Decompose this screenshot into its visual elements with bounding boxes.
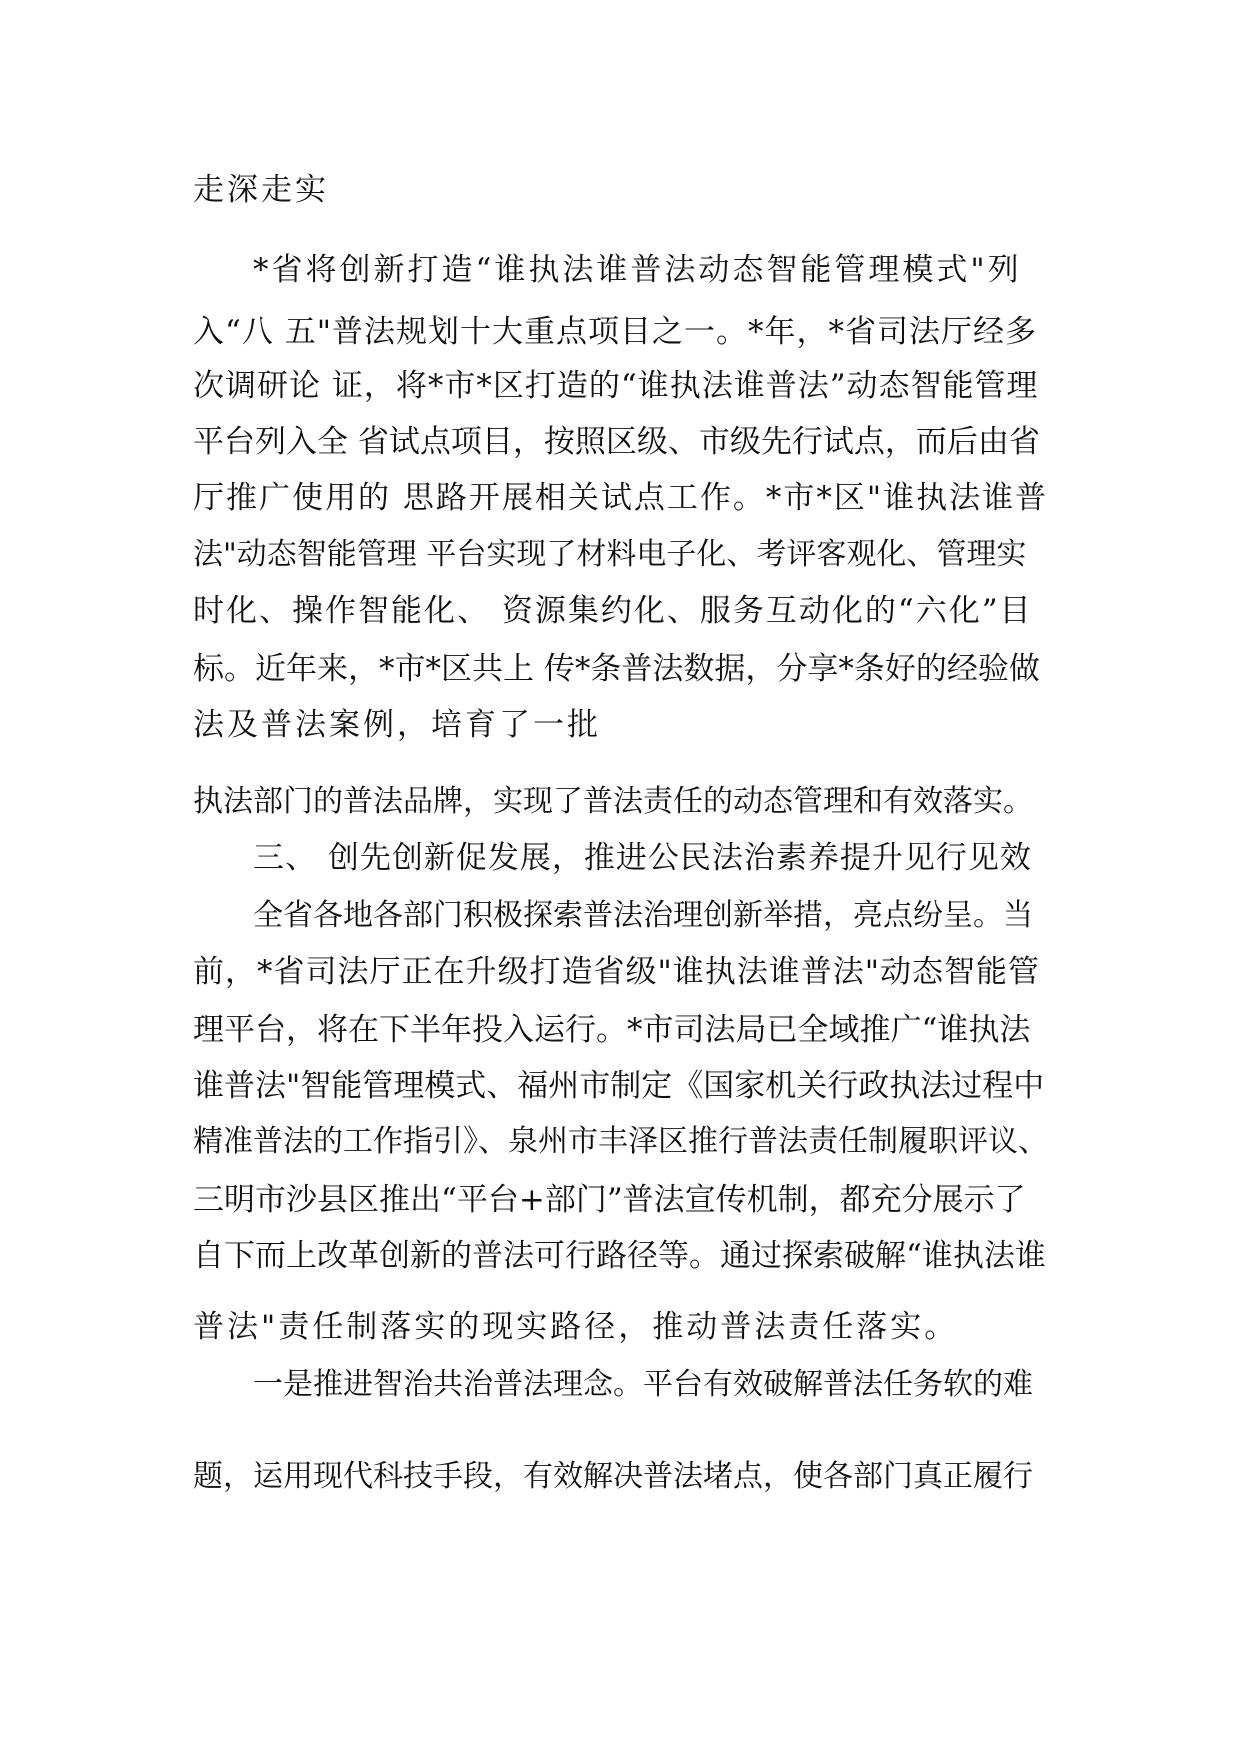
text-line-11: 执法部门的普法品牌，实现了普法责任的动态管理和有效落实。 — [193, 784, 1033, 819]
section-heading: 三、 创先创新促发展，推进公民法治素养提升见行见效 — [253, 840, 1032, 876]
text-line-21: 一是推进智治共治普法理念。平台有效破解普法任务软的难 — [253, 1367, 1033, 1402]
text-line-8: 时化、操作智能化、 资源集约化、服务互动化的“六化”目 — [193, 593, 1033, 629]
text-line-9: 标。近年来，*市*区共上 传*条普法数据，分享*条好的经验做 — [193, 651, 1040, 687]
text-line-18: 三明市沙县区推出“平台+部门”普法宣传机制，都充分展示了 — [193, 1182, 1026, 1218]
text-line-22: 题，运用现代科技手段，有效解决普法堵点，使各部门真正履行 — [193, 1459, 1033, 1494]
text-line-2: *省将创新打造“谁执法谁普法动态智能管理模式"列 — [253, 252, 1022, 288]
text-line-5: 平台列入全 省试点项目，按照区级、市级先行试点，而后由省 — [193, 424, 1040, 460]
text-line-20: 普法"责任制落实的现实路径，推动普法责任落实。 — [193, 1309, 959, 1345]
text-line-10: 法及普法案例，培育了一批 — [193, 707, 601, 743]
text-line-4: 次调研论 证，将*市*区打造的“谁执法谁普法”动态智能管理 — [193, 368, 1039, 404]
text-line-16: 谁普法"智能管理模式、福州市制定《国家机关行政执法过程中 — [193, 1068, 1045, 1104]
text-line-17: 精准普法的工作指引》、泉州市丰泽区推行普法责任制履职评议、 — [193, 1124, 1048, 1159]
text-line-19: 自下而上改革创新的普法可行路径等。通过探索破解“谁执法谁 — [193, 1238, 1046, 1274]
text-line-14: 前，*省司法厅正在升级打造省级"谁执法谁普法"动态智能管 — [193, 954, 1041, 990]
text-line-6: 厅推广使用的 思路开展相关试点工作。*市*区"谁执法谁普 — [193, 480, 1049, 516]
text-line-13: 全省各地各部门积极探索普法治理创新举措，亮点纷呈。当 — [253, 898, 1033, 933]
text-line-15: 理平台，将在下半年投入运行。*市司法局已全域推广“谁执法 — [193, 1012, 1031, 1048]
text-line-3: 入“八 五"普法规划十大重点项目之一。*年，*省司法厅经多 — [193, 314, 1037, 350]
text-line-7: 法"动态智能管理 平台实现了材料电子化、考评客观化、管理实 — [193, 537, 1027, 572]
text-line-1: 走深走实 — [193, 172, 329, 208]
